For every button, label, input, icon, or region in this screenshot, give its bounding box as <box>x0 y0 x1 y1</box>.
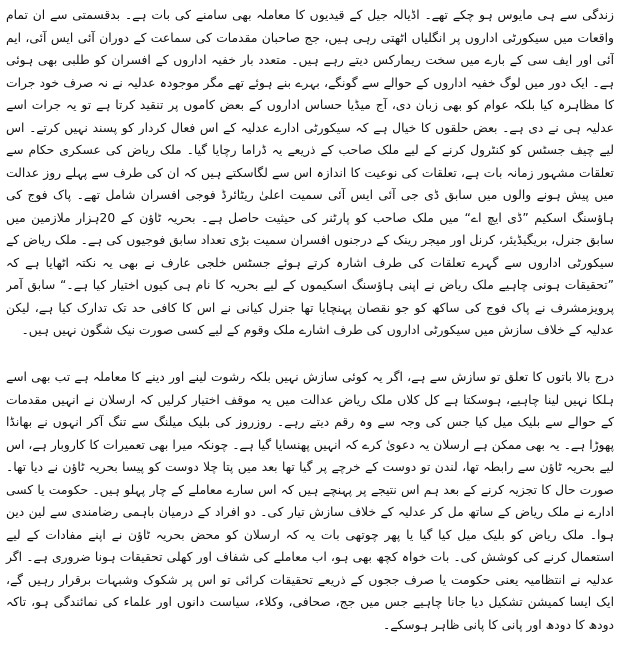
article-paragraph-1: زندگی سے ہی مایوس ہو چکے تھے۔ اڈیالہ جیل کے قیدیوں کا معاملہ بھی سامنے کی بات ہے۔ بدقسمتی سے ان تمام واقعات میں سیکورٹی اداروں پر انگلیاں اٹھتی رہی ہیں، جج صاحبان مقدمات کی سماعت کے دوران آئی ایس آئی، ایم آئی اور ایف سی کے بارے میں سخت ریمارکس دیتے رہے ہیں۔ متعدد بار خفیہ اداروں کے افسران کو طلبی بھی ہوئی ہے۔ ایک دور میں لوگ خفیہ اداروں کے حوالے سے گونگے، بہرے بنے ہوئے تھے مگر موجودہ عدلیہ نے نہ صرف خود جرات کا مظاہرہ کیا بلکہ عوام کو بھی زبان دی، آج میڈیا حساس اداروں کے بعض کاموں پر تنقید کرتا ہے تو یہ جرات اسے عدلیہ ہی نے دی ہے۔ بعض حلقوں کا خیال ہے کہ سیکورٹی ادارے عدلیہ کے اس فعال کردار کو پسند نہیں کرتے۔ اس لیے چیف جسٹس کو کنٹرول کرنے کے لیے ملک صاحب کے ذریعے یہ ڈراما رچایا گیا۔ ملک ریاض کی عسکری حکام سے تعلقات مشہور زمانہ بات ہے، تعلقات کی نوعیت کا اندازہ اس سے لگاسکتے ہیں کہ ان کی طرف سے پہلے روز عدالت میں پیش ہونے والوں میں سابق ڈی جی آئی ایس آئی سمیت اعلیٰ ریٹائرڈ فوجی افسران شامل تھے۔ پاک فوج کی ہاؤسنگ اسکیم ”ڈی ایچ اے“ میں ملک صاحب کو پارٹنر کی حیثیت حاصل ہے۔ بحریہ ٹاؤن کے 20ہزار ملازمین میں سابق جنرل، بریگیڈیئر، کرنل اور میجر رینک کے درجنوں افسران سمیت بڑی تعداد سابق فوجیوں کی ہے۔ ملک ریاض کے سیکورٹی اداروں سے گہرے تعلقات کی طرف اشارہ کرتے ہوئے جسٹس خلجی عارف نے بھی یہ نکتہ اٹھایا ہے کہ ”تحقیقات ہونی چاہیے ملک ریاض نے اپنی ہاؤسنگ اسکیموں کے لیے بحریہ کا نام ہی کیوں اختیار کیا ہے۔“ سابق آمر پرویزمشرف نے پاک فوج کی ساکھ کو جو نقصان پہنچایا تھا جنرل کیانی نے اس کا کافی حد تک تدارک کیا ہے، لیکن عدلیہ کے خلاف سازش میں سیکورٹی اداروں کی طرف اشارے ملک وقوم کے لیے کسی صورت نیک شگون نہیں ہیں۔ <box>6 8 614 337</box>
article-paragraph-2: درج بالا باتوں کا تعلق تو سازش سے ہے، اگر یہ کوئی سازش نہیں بلکہ رشوت لینے اور دینے کا معاملہ ہے تب بھی اسے ہلکا نہیں لینا چاہیے، ہوسکتا ہے کل کلاں ملک ریاض عدالت میں یہ موقف اختیار کرلیں کہ ارسلان نے انہیں مقدمات کے حوالے سے بلیک میل کیا جس کی وجہ سے وہ رقم دیتے رہے۔ روزروز کی بلیک میلنگ سے تنگ آکر انہوں نے بھانڈا پھوڑا ہے۔ یہ بھی ممکن ہے ارسلان یہ دعویٰ کرے کہ انہیں پھنسایا گیا ہے۔ چونکہ میرا بھی تعمیرات کا کاروبار ہے، اس لیے بحریہ ٹاؤن سے رابطہ تھا، لندن تو دوست کے خرچے پر گیا تھا بعد میں پتا چلا دوست کو پیسا بحریہ ٹاؤن نے دیا تھا۔ صورت حال کا تجزیہ کرنے کے بعد ہم اس نتیجے پر پہنچے ہیں کہ اس سارے معاملے کے چار پہلو ہیں۔ حکومت یا کسی ادارے نے ملک ریاض کے ساتھ مل کر عدلیہ کے خلاف سازش تیار کی۔ دو افراد کے درمیان باہمی رضامندی سے لین دین ہوا۔ ملک ریاض کو بلیک میل کیا گیا یا پھر چوتھی بات یہ کہ ارسلان کو محض بحریہ ٹاؤن نے اپنے مفادات کے لیے استعمال کرنے کی کوشش کی۔ بات خواہ کچھ بھی ہو، اب معاملے کی شفاف اور کھلی تحقیقات ہونا ضروری ہے۔ اگر عدلیہ نے انتظامیہ یعنی حکومت یا صرف ججوں کے ذریعے تحقیقات کرائی تو اس پر شکوک وشبہات برقرار رہیں گے، ایک ایسا کمیشن تشکیل دیا جانا چاہیے جس میں جج، صحافی، وکلاء، سیاست دانوں اور علماء کی نمائندگی ہو، تاکہ دودھ کا دودھ اور پانی کا پانی ظاہر ہوسکے۔ <box>6 370 614 632</box>
